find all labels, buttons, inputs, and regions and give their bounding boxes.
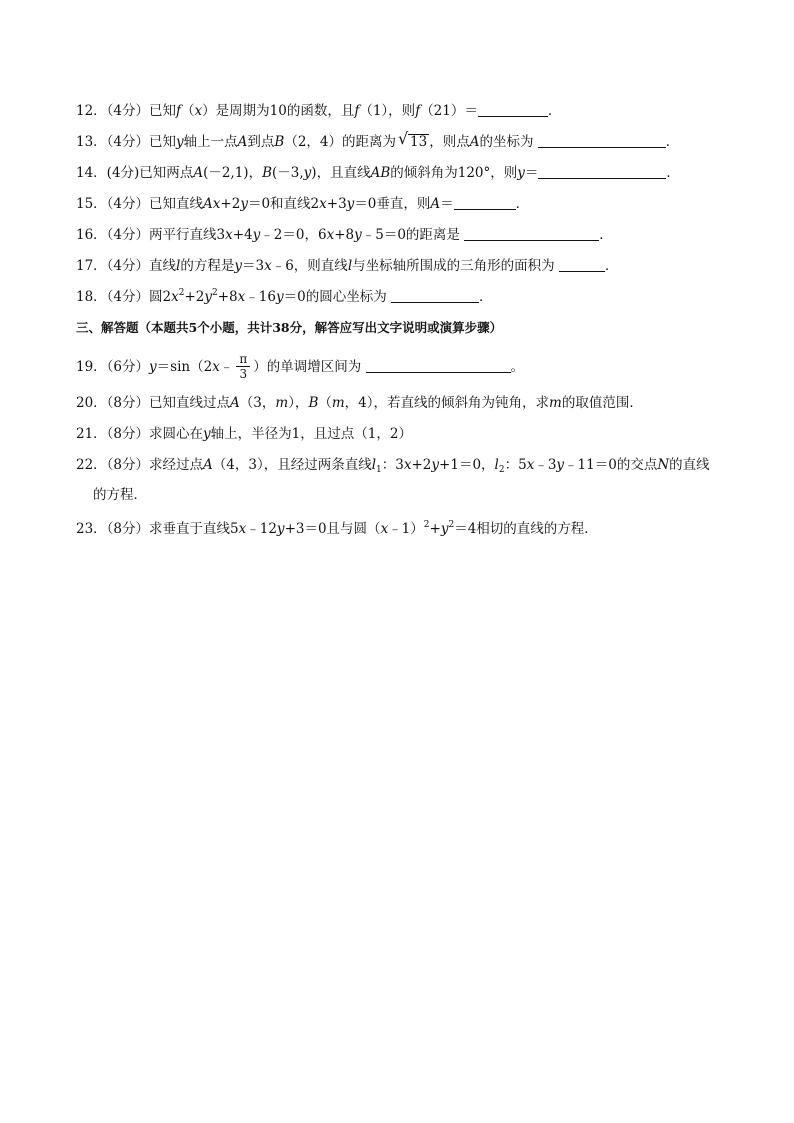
- q22-text: A: [203, 457, 213, 473]
- q18-text: +2: [184, 289, 205, 305]
- q18-text: x: [237, 289, 246, 305]
- answer-blank: [478, 102, 548, 117]
- q16-text: ．: [599, 227, 613, 243]
- q12-text: （: [181, 103, 195, 119]
- q17-text: 与坐标轴所围成的三角形的面积为: [352, 258, 555, 274]
- q14-text: B: [262, 165, 272, 181]
- q20-text: B: [308, 395, 319, 411]
- q19-text: 19．（6分）: [76, 359, 150, 375]
- q13-text: A: [469, 134, 480, 150]
- q14-text: 的倾斜角为120°，则: [390, 165, 518, 181]
- q13-text: ，则点: [429, 134, 470, 150]
- question-22-continuation: 的方程．: [93, 487, 147, 503]
- q17-text: ．: [604, 258, 619, 274]
- q18-text: 18．（4分）圆2: [76, 289, 172, 305]
- answer-blank: [538, 164, 666, 179]
- q17-text: ﹣6，则直线: [271, 258, 348, 274]
- q23-text: ﹣12: [246, 521, 277, 537]
- q17-text: l: [347, 258, 353, 274]
- q23-text: y: [440, 521, 449, 537]
- q17-text: ＝3: [242, 258, 265, 274]
- q12-text: x: [194, 103, 203, 119]
- q17-text: 的方程是: [180, 258, 235, 274]
- q17-text: l: [176, 258, 181, 274]
- fraction-numerator: π: [236, 352, 250, 367]
- q19-text: 。: [510, 359, 525, 375]
- question-17: [76, 256, 618, 276]
- q21-text: 轴上，半径为1，且过点（1，2）: [210, 426, 412, 442]
- q20-text: m: [549, 395, 562, 411]
- question-16: [76, 225, 613, 245]
- q23-text: x: [380, 521, 389, 537]
- q20-text: A: [230, 395, 240, 411]
- q22-text: +2: [411, 457, 432, 473]
- q12-text: ．: [547, 103, 562, 119]
- q23-text: +: [429, 521, 441, 537]
- q15-text: ＝0垂直，则: [354, 196, 431, 212]
- q14-text: ＝: [524, 165, 539, 181]
- fraction-denominator: 3: [239, 367, 248, 381]
- q23-text: y: [276, 521, 285, 537]
- superscript: 2: [178, 288, 185, 298]
- q20-text: （3，: [239, 395, 276, 411]
- q13-text: 轴上一点: [183, 134, 238, 150]
- question-20: [76, 393, 643, 413]
- q17-text: x: [264, 258, 272, 274]
- q12-text: （21）＝: [420, 103, 478, 119]
- q23-text: x: [238, 521, 247, 537]
- q20-text: m: [275, 395, 289, 411]
- q17-text: y: [234, 258, 242, 274]
- question-19: [76, 353, 524, 382]
- q14-text: ．: [666, 165, 680, 181]
- question-23: [76, 519, 598, 541]
- q12-text: 12．（4分）已知: [76, 103, 177, 119]
- q14-text: )，且直线: [311, 165, 371, 181]
- q18-text: y: [204, 289, 213, 305]
- q18-text: ＝0的圆心坐标为: [283, 289, 387, 305]
- q13-text: 13．（4分）已知: [76, 134, 177, 150]
- q15-text: x: [319, 196, 327, 212]
- q22-text: ﹣3: [534, 457, 557, 473]
- q14-text: A: [193, 165, 204, 181]
- q21-text: 21．（8分）求圆心在: [76, 426, 204, 442]
- superscript: 2: [212, 288, 218, 298]
- q16-text: x: [225, 227, 233, 243]
- q15-text: +2: [220, 196, 241, 212]
- question-18: [76, 287, 493, 309]
- q17-text: 17．（4分）直线: [76, 258, 177, 274]
- q16-text: ﹣5＝0的距离是: [361, 227, 460, 243]
- q22-text: 的直线: [669, 457, 710, 473]
- question-22: [76, 455, 710, 477]
- section-heading: 三、解答题（本题共5个小题，共计38分，解答应写出文字说明或演算步骤）: [76, 320, 503, 335]
- q14-text: 14．(4分)已知两点: [76, 165, 194, 181]
- q22-text: （4，3），且经过两条直线: [212, 457, 372, 473]
- q14-text: y: [303, 165, 312, 181]
- q22-text: l: [494, 457, 499, 473]
- q22-text: ：5: [504, 457, 527, 473]
- q18-text: ﹣16: [245, 289, 276, 305]
- q22-text: y: [556, 457, 565, 473]
- q16-text: 16．（4分）两平行直线3: [76, 227, 226, 243]
- q12-text: f: [415, 103, 421, 119]
- q22-text: +1＝0，: [439, 457, 495, 473]
- q20-text: 20．（8分）已知直线过点: [76, 395, 231, 411]
- radical-sign: √: [398, 129, 409, 148]
- answer-blank: [454, 195, 516, 210]
- q23-text: +3＝0且与圆（: [284, 521, 381, 537]
- q13-text: ．: [665, 134, 680, 150]
- answer-blank: [538, 133, 666, 148]
- square-root: [398, 129, 429, 152]
- q15-text: ＝0和直线2: [247, 196, 320, 212]
- q18-text: x: [171, 289, 179, 305]
- subscript: 2: [498, 465, 505, 475]
- q13-text: （2，4）的距离为: [284, 134, 397, 150]
- answer-blank: [464, 226, 599, 241]
- question-15: [76, 194, 529, 214]
- question-14: [76, 163, 680, 183]
- q13-text: B: [274, 134, 285, 150]
- q16-text: y: [252, 227, 261, 243]
- q13-text: A: [237, 134, 248, 150]
- q22-text: y: [431, 457, 440, 473]
- answer-blank: [366, 358, 511, 373]
- q12-text: f: [176, 103, 182, 119]
- q14-text: y: [517, 165, 525, 181]
- question-21: [76, 424, 412, 444]
- q15-text: ．: [515, 196, 530, 212]
- radicand: 13: [410, 134, 428, 150]
- question-12: [76, 101, 561, 121]
- q20-text: ），: [288, 395, 309, 411]
- q16-text: +4: [232, 227, 253, 243]
- superscript: 2: [448, 520, 455, 530]
- q18-text: +8: [217, 289, 238, 305]
- q23-text: ﹣1）: [388, 521, 424, 537]
- q16-text: ﹣2＝0，6: [260, 227, 327, 243]
- q19-text: ﹣: [219, 359, 234, 375]
- q19-text: y: [149, 359, 157, 375]
- q22-text: 22．（8分）求经过点: [76, 457, 204, 473]
- q15-text: Ax: [203, 196, 221, 212]
- q23-text: 23．（8分）求垂直于直线5: [76, 521, 239, 537]
- q19-text: x: [212, 359, 220, 375]
- q22-text: l: [371, 457, 377, 473]
- question-13: [76, 129, 680, 152]
- q12-text: （1），则: [359, 103, 416, 119]
- q20-text: m: [331, 395, 345, 411]
- q15-text: y: [346, 196, 355, 212]
- q13-text: y: [176, 134, 184, 150]
- q15-text: 15．（4分）已知直线: [76, 196, 204, 212]
- q21-text: y: [203, 426, 211, 442]
- q13-text: 到点: [247, 134, 275, 150]
- q14-text: AB: [370, 165, 391, 181]
- q22-text: x: [403, 457, 412, 473]
- q12-text: f: [354, 103, 360, 119]
- q14-text: (－3,: [272, 165, 304, 181]
- q16-text: +8: [334, 227, 355, 243]
- answer-blank: [559, 257, 605, 272]
- q16-text: x: [326, 227, 335, 243]
- q18-text: ．: [479, 289, 493, 305]
- q13-text: 的坐标为: [479, 134, 534, 150]
- q22-text: ﹣11＝0的交点: [564, 457, 658, 473]
- q22-text: ：3: [381, 457, 404, 473]
- q18-text: y: [275, 289, 284, 305]
- subscript: 1: [376, 465, 382, 475]
- superscript: 2: [423, 520, 430, 530]
- fraction: [236, 352, 250, 381]
- q15-text: y: [240, 196, 248, 212]
- q19-text: ＝sin（2: [156, 359, 213, 375]
- q15-text: +3: [326, 196, 347, 212]
- q20-text: ，4），若直线的倾斜角为钝角，求: [344, 395, 550, 411]
- q19-text: ）的单调增区间为: [253, 359, 362, 375]
- q15-text: A: [430, 196, 441, 212]
- q22-text: N: [657, 457, 670, 473]
- q16-text: y: [354, 227, 362, 243]
- q20-text: （: [318, 395, 332, 411]
- q20-text: 的取值范围．: [561, 395, 643, 411]
- q15-text: ＝: [440, 196, 454, 212]
- q22-text: x: [526, 457, 535, 473]
- q12-text: ）是周期为10的函数，且: [202, 103, 355, 119]
- q14-text: (－2,1)，: [203, 165, 263, 181]
- answer-blank: [391, 288, 479, 303]
- q23-text: ＝4相切的直线的方程．: [454, 521, 598, 537]
